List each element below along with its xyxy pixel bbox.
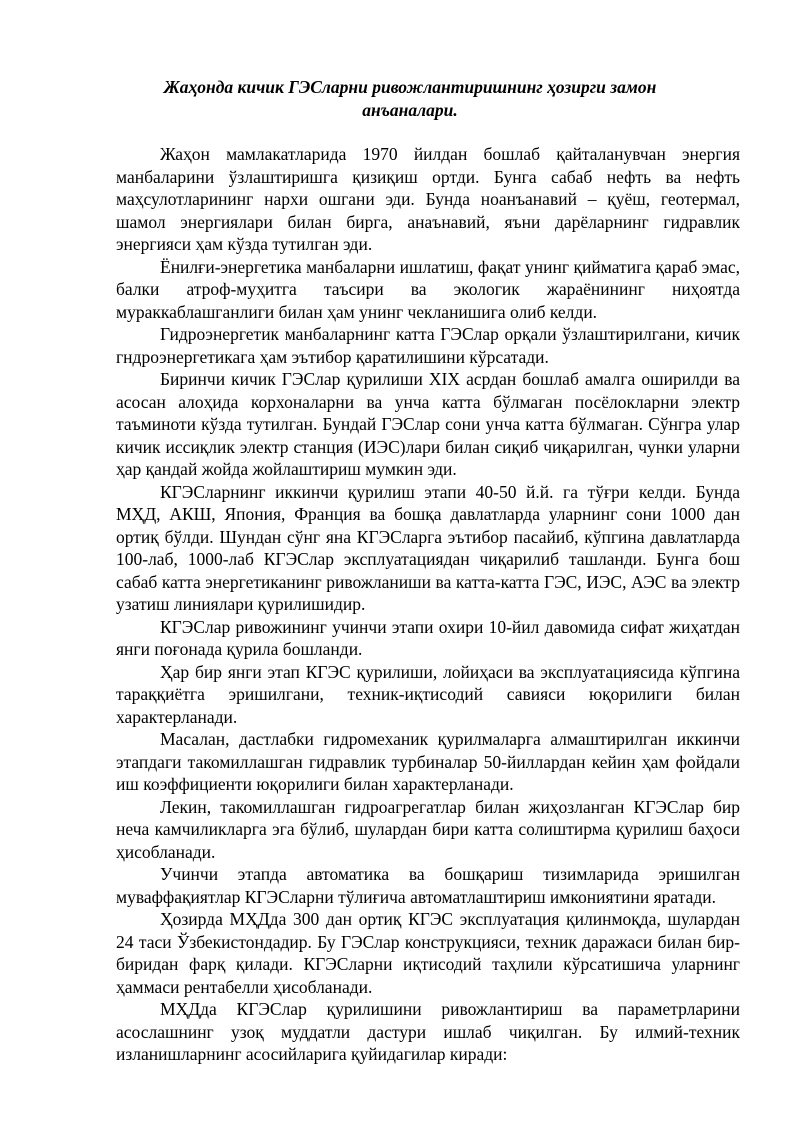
paragraph-6: КГЭСлар ривожининг учинчи этапи охири 10-йил давомида сифат жиҳатдан янги поғонада қурила бошланди. bbox=[116, 616, 740, 659]
document-body bbox=[116, 143, 740, 1066]
paragraph-3: Гидроэнергетик манбаларнинг катта ГЭСлар орқали ўзлаштирилгани, кичик гндроэнергетикага ҳам эътибор қаратилишини кўрсатади. bbox=[116, 324, 740, 367]
paragraph-1: Жаҳон мамлакатларида 1970 йилдан бошлаб қайталанувчан энергия манбаларини ўзлаштиришга қизиқиш ортди. Бунга сабаб нефть ва нефть маҳсулотларининг нархи ошгани эди. Бунда ноанъанавий – қуёш, геотермал, шамол энергиялари билан бирга, анаънавий, яъни дарёларнинг гидравлик энергияси ҳам кўзда тутилган эди. bbox=[116, 144, 740, 254]
paragraph-5: КГЭСларнинг иккинчи қурилиш этапи 40-50 й.й. га тўғри келди. Бунда МҲД, АКШ, Япония, Франция ва бошқа давлатларда уларнинг сони 1000 дан ортиқ бўлди. Шундан сўнг яна КГЭСларга эътибор пасайиб, кўпгина давлатларда 100-лаб, 1000-лаб КГЭСлар эксплуатациядан чиқарилиб ташланди. Бунга бош сабаб катта энергетиканинг ривожланиши ва катта-катта ГЭС, ИЭС, АЭС ва электр узатиш линиялари қурилишидир. bbox=[116, 481, 740, 614]
paragraph-12: МҲДда КГЭСлар қурилишини ривожлантириш ва параметрларини асослашнинг узоқ муддатли дастури ишлаб чиқилган. Бу илмий-техник изланишларнинг асосийларига қуйидагилар киради: bbox=[116, 999, 740, 1064]
paragraph-10: Учинчи этапда автоматика ва бошқариш тизимларида эришилган муваффақиятлар КГЭСларни тўлиғича автоматлаштириш имкониятини яратади. bbox=[116, 864, 740, 907]
paragraph-11: Ҳозирда МҲДда 300 дан ортиқ КГЭС эксплуатация қилинмоқда, шулардан 24 таси Ўзбекистондадир. Бу ГЭСлар конструкцияси, техник даражаси билан бир-биридан фарқ қилади. КГЭСларни иқтисодий таҳлили кўрсатишича уларнинг ҳаммаси рентабелли ҳисобланади. bbox=[116, 909, 740, 997]
paragraph-7: Ҳар бир янги этап КГЭС қурилиши, лойиҳаси ва эксплуатациясида кўпгина тараққиётга эришилгани, техник-иқтисодий савияси юқорилиги билан характерланади. bbox=[116, 661, 740, 727]
paragraph-9: Лекин, такомиллашган гидроагрегатлар билан жиҳозланган КГЭСлар бир неча камчиликларга эга бўлиб, шулардан бири катта солиштирма қурилиш баҳоси ҳисобланади. bbox=[116, 796, 740, 862]
paragraph-4: Биринчи кичик ГЭСлар қурилиши XIX асрдан бошлаб амалга оширилди ва асосан алоҳида корхоналарни ва унча катта бўлмаган посёлокларни электр таъминоти кўзда тутилган. Бундай ГЭСлар сони унча катта бўлмаган. Сўнгра улар кичик иссиқлик электр станция (ИЭС)лари билан сиқиб чиқарилган, чунки уларни ҳар қандай жойда жойлаштириш мумкин эди. bbox=[116, 369, 740, 479]
document-title: Жаҳонда кичик ГЭСларни ривожлантиришнинг ҳозирги замон анъаналари. bbox=[163, 77, 657, 120]
paragraph-8: Масалан, дастлабки гидромеханик қурилмаларга алмаштирилган иккинчи этапдаги такомиллашган гидравлик турбиналар 50-йиллардан кейин ҳам фойдали иш коэффициенти юқорилиги билан характерланади. bbox=[116, 729, 740, 794]
paragraph-2: Ёнилғи-энергетика манбаларни ишлатиш, фақат унинг қийматига қараб эмас, балки атроф-муҳитга таъсири ва экологик жараёнининг ниҳоятда мураккаблашганлиги билан ҳам унинг чекланишига олиб келди. bbox=[116, 256, 740, 322]
